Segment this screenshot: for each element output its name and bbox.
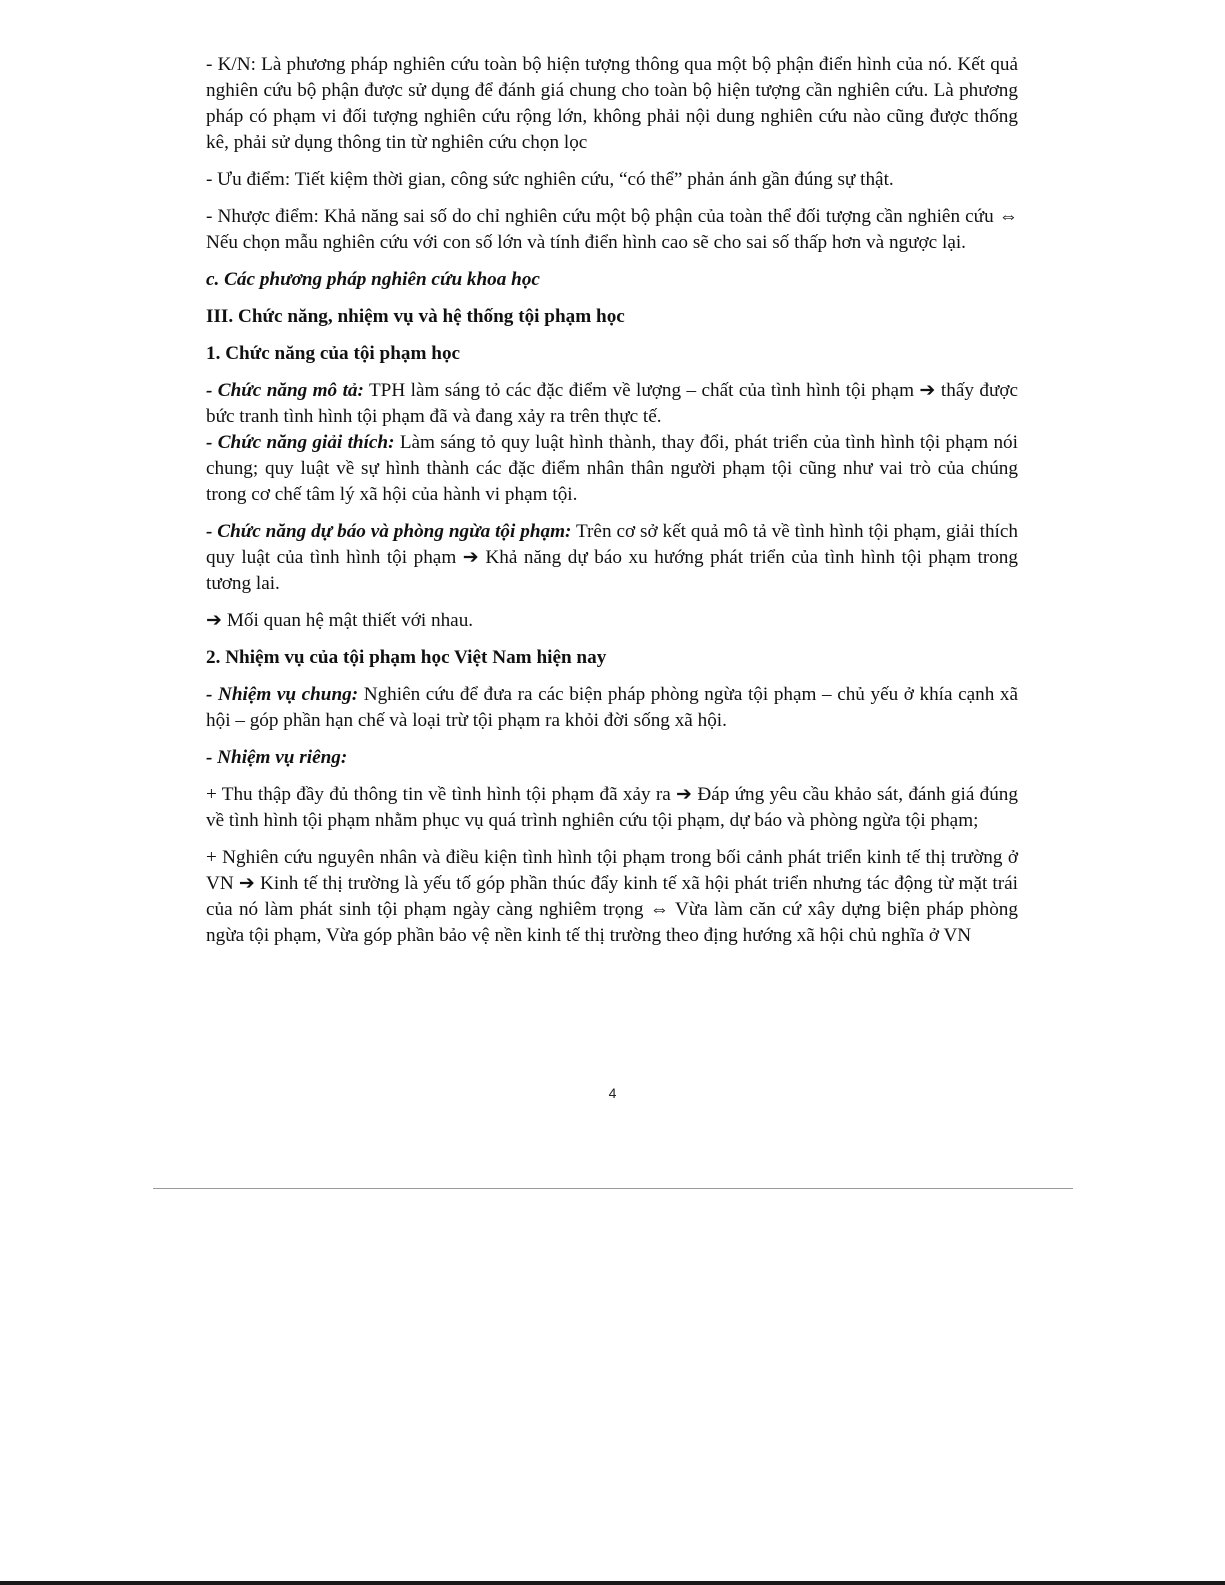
paragraph-general-task <box>206 682 1018 734</box>
paragraph-advantages: - Ưu điểm: Tiết kiệm thời gian, công sức nghiên cứu, “có thể” phản ánh gần đúng sự thật. <box>206 169 894 190</box>
paragraph-task-research: + Nghiên cứu nguyên nhân và điều kiện tình hình tội phạm trong bối cảnh phát triển kinh tế thị trường ở VN ➔ Kinh tế thị trường là yếu tố góp phần thúc đẩy kinh tế xã hội phát triển nhưng tác động từ mặt trái của nó làm phát sinh tội phạm ngày càng nghiêm trọng ⇔ Vừa làm căn cứ xây dựng biện pháp phòng ngừa tội phạm, Vừa góp phần bảo vệ nền kinh tế thị trường theo địng hướng xã hội chủ nghĩa ở VN <box>206 847 1018 946</box>
forecast-function-label: - Chức năng dự báo và phòng ngừa tội phạm: <box>206 521 572 542</box>
paragraph-kn-definition: - K/N: Là phương pháp nghiên cứu toàn bộ hiện tượng thông qua một bộ phận điển hình của nó. Kết quả nghiên cứu bộ phận được sử dụng để đánh giá chung cho toàn bộ hiện tượng cần nghiên cứu. Là phương pháp có phạm vi đối tượng nghiên cứu rộng lớn, không phải nội dung nghiên cứu nào cũng được thống kê, phải sử dụng thông tin từ nghiên cứu chọn lọc <box>206 54 1018 153</box>
paragraph-explain-function <box>206 430 1018 508</box>
describe-function-text: TPH làm sáng tỏ các đặc điểm về lượng – chất của tình hình tội phạm ➔ thấy được bức tranh tình hình tội phạm đã và đang xảy ra trên thực tế. <box>206 380 1019 427</box>
page-divider <box>153 1188 1073 1189</box>
paragraph-forecast-function <box>206 519 1018 597</box>
heading-section-iii: III. Chức năng, nhiệm vụ và hệ thống tội phạm học <box>206 306 625 327</box>
specific-task-label: - Nhiệm vụ riêng: <box>206 747 348 768</box>
bottom-edge-bar <box>0 1581 1225 1585</box>
forecast-function-text: Trên cơ sở kết quả mô tả về tình hình tội phạm, giải thích quy luật của tình hình tội phạm ➔ Khả năng dự báo xu hướng phát triển của tình hình tội phạm trong tương lai. <box>206 521 1018 594</box>
explain-function-text: Làm sáng tỏ quy luật hình thành, thay đổi, phát triển của tình hình tội phạm nói chung; quy luật về sự hình thành các đặc điểm nhân thân người phạm tội cũng như vai trò của chúng trong cơ chế tâm lý xã hội của hành vi phạm tội. <box>206 432 1018 505</box>
document-body <box>206 52 1018 960</box>
paragraph-disadvantages: - Nhược điểm: Khả năng sai số do chỉ nghiên cứu một bộ phận của toàn thể đối tượng cần nghiên cứu ⇔ Nếu chọn mẫu nghiên cứu với con số lớn và tính điển hình cao sẽ cho sai số thấp hơn và ngược lại. <box>206 206 1018 253</box>
paragraph-describe-function <box>206 378 1018 430</box>
general-task-text: Nghiên cứu để đưa ra các biện pháp phòng ngừa tội phạm – chủ yếu ở khía cạnh xã hội – góp phần hạn chế và loại trừ tội phạm ra khỏi đời sống xã hội. <box>206 684 1019 731</box>
paragraph-relation: ➔ Mối quan hệ mật thiết với nhau. <box>206 610 474 631</box>
paragraph-specific-task <box>206 745 1018 771</box>
describe-function-label: - Chức năng mô tả: <box>206 380 364 401</box>
general-task-label: - Nhiệm vụ chung: <box>206 684 359 705</box>
paragraph-task-collect: + Thu thập đầy đủ thông tin về tình hình tội phạm đã xảy ra ➔ Đáp ứng yêu cầu khảo sát, đánh giá đúng về tình hình tội phạm nhằm phục vụ quá trình nghiên cứu tội phạm, dự báo và phòng ngừa tội phạm; <box>206 784 1018 831</box>
heading-tasks: 2. Nhiệm vụ của tội phạm học Việt Nam hiện nay <box>206 647 607 668</box>
heading-research-methods: c. Các phương pháp nghiên cứu khoa học <box>206 269 540 290</box>
page-number: 4 <box>608 1085 617 1101</box>
heading-functions: 1. Chức năng của tội phạm học <box>206 343 461 364</box>
explain-function-label: - Chức năng giải thích: <box>206 432 395 453</box>
